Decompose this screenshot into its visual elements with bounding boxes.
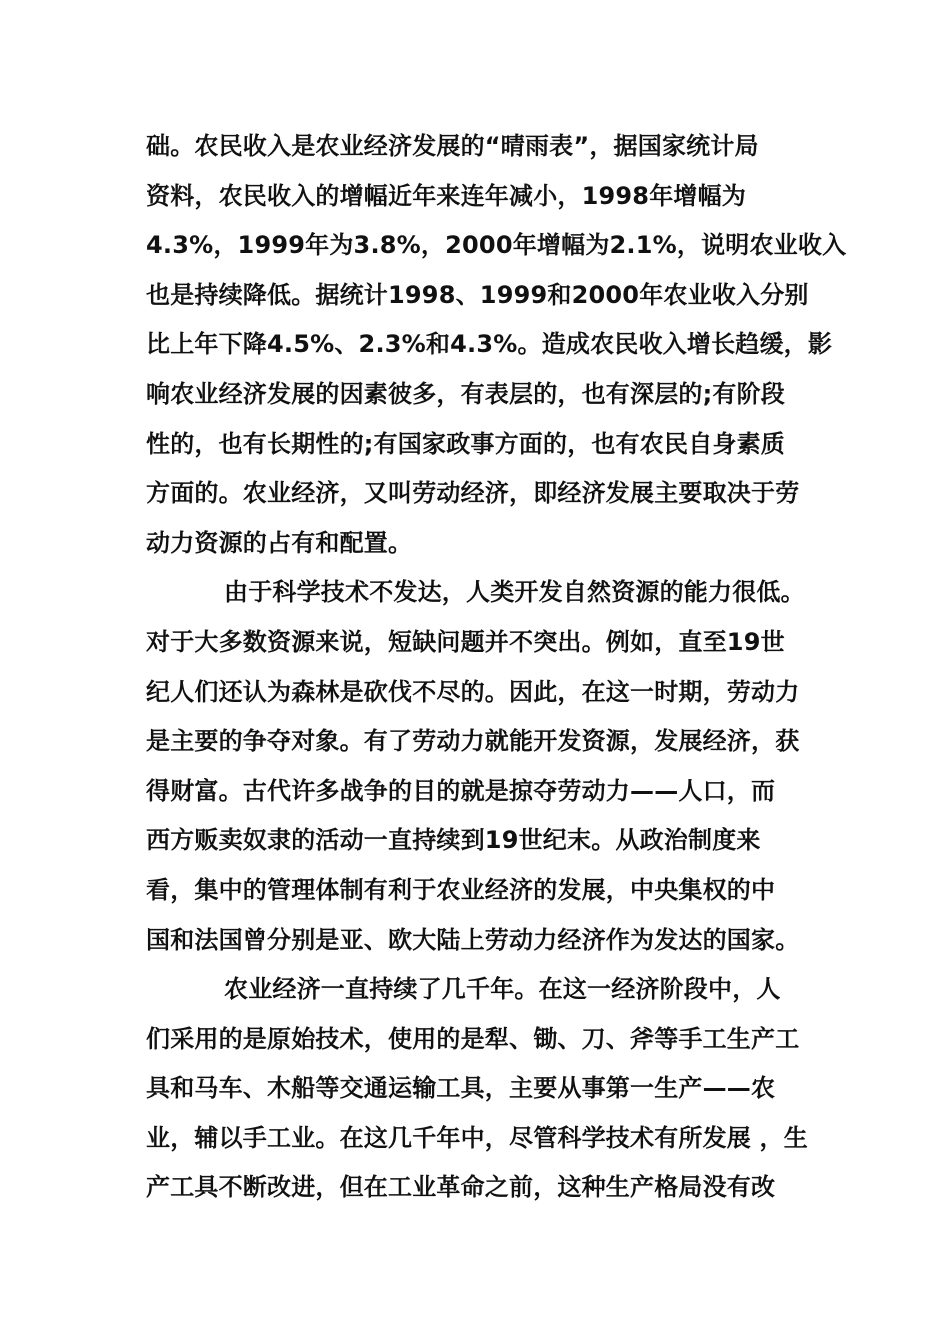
paragraph-1 [146, 122, 847, 568]
text-line: 得财富。古代许多战争的目的就是掠夺劳动力——人口，而 [146, 776, 776, 805]
text-line: 对于大多数资源来说，短缺问题并不突出。例如，直至19世 [146, 627, 785, 656]
text-line: 们采用的是原始技术，使用的是犁、锄、刀、斧等手工生产工 [146, 1024, 800, 1053]
paragraph-3 [146, 965, 812, 1213]
text-line: 础。农民收入是农业经济发展的“晴雨表”，据国家统计局 [146, 132, 759, 160]
text-line: 也是持续降低。据统计1998、1999和2000年农业收入分别 [146, 280, 809, 309]
text-line: 农业经济一直持续了几千年。在这一经济阶段中，人 [224, 975, 781, 1004]
paragraph-2 [146, 568, 812, 965]
text-line: 国和法国曾分别是亚、欧大陆上劳动力经济作为发达的国家。 [146, 925, 800, 954]
text-line: 由于科学技术不发达，人类开发自然资源的能力很低。 [224, 578, 805, 607]
text-line: 西方贩卖奴隶的活动一直持续到19世纪末。从政治制度来 [146, 826, 761, 855]
text-line: 动力资源的占有和配置。 [146, 528, 413, 557]
text-line: 业，辅以手工业。在这几千年中，尽管科学技术有所发展 ，生 [146, 1123, 808, 1152]
text-line: 产工具不断改进，但在工业革命之前，这种生产格局没有改 [146, 1173, 776, 1202]
text-line: 是主要的争夺对象。有了劳动力就能开发资源，发展经济，获 [146, 727, 800, 756]
text-line: 比上年下降4.5%、2.3%和4.3%。造成农民收入增长趋缓，影 [146, 330, 833, 359]
text-line: 性的，也有长期性的;有国家政事方面的，也有农民自身素质 [146, 429, 785, 458]
text-line: 具和马车、木船等交通运输工具，主要从事第一生产——农 [146, 1074, 776, 1103]
text-line: 方面的。农业经济，又叫劳动经济，即经济发展主要取决于劳 [146, 479, 800, 508]
text-line: 响农业经济发展的因素彼多，有表层的，也有深层的;有阶段 [146, 379, 785, 408]
text-line: 看，集中的管理体制有利于农业经济的发展，中央集权的中 [146, 875, 776, 904]
text-line: 4.3%，1999年为3.8%，2000年增幅为2.1%，说明农业收入 [146, 231, 847, 260]
text-line: 纪人们还认为森林是砍伐不尽的。因此，在这一时期，劳动力 [146, 677, 800, 706]
text-line: 资料，农民收入的增幅近年来连年减小，1998年增幅为 [146, 181, 746, 210]
document-body [146, 122, 847, 1213]
